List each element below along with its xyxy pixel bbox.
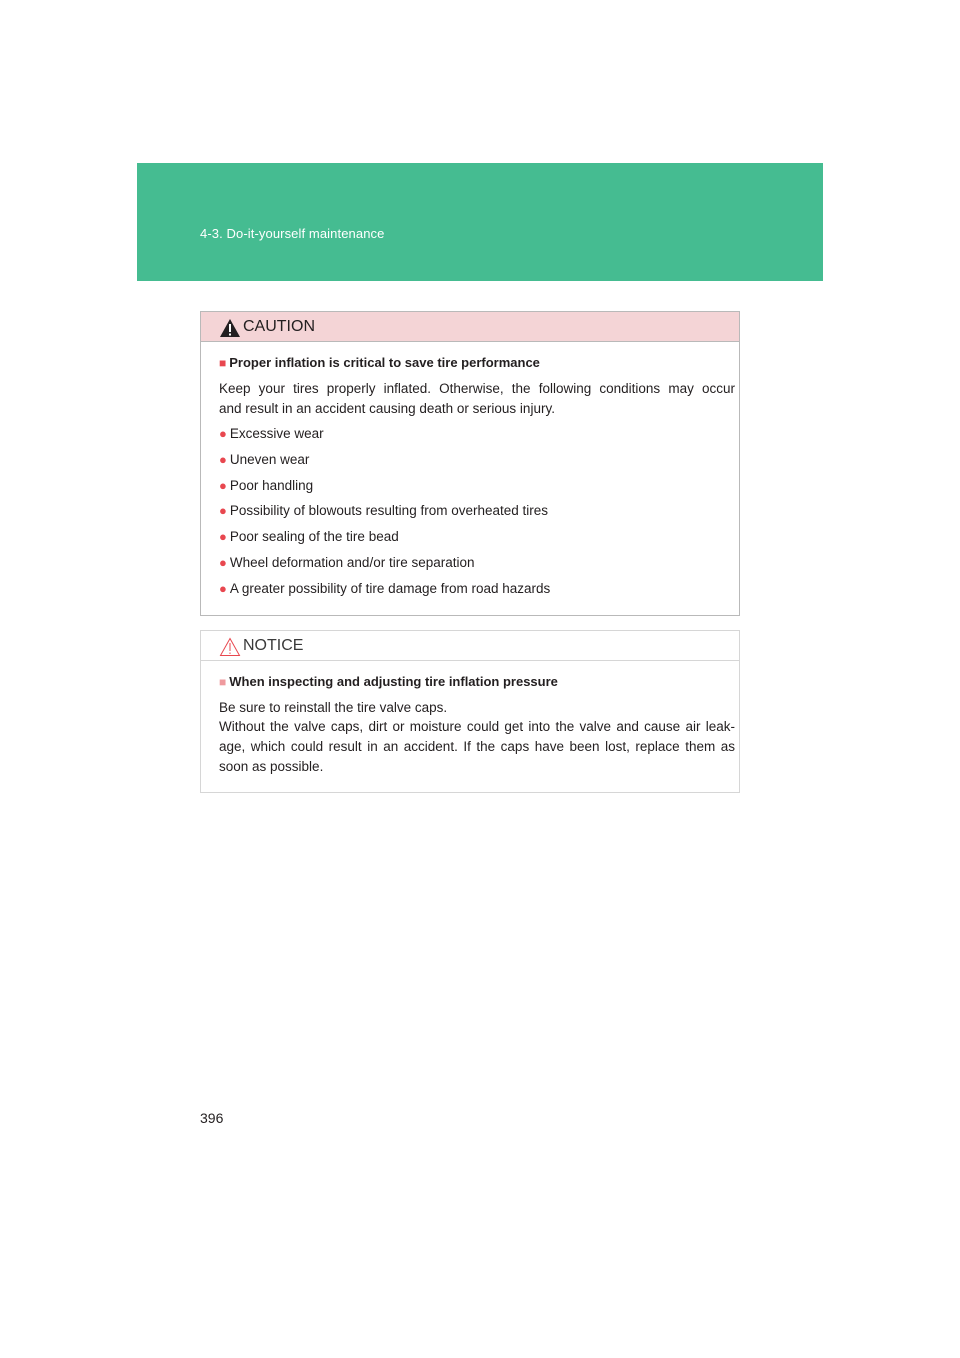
caution-paragraph-line1: Keep your tires properly inflated. Otherwise, the following conditions may occur: [219, 381, 735, 396]
circle-bullet-icon: ●: [219, 581, 227, 596]
header-band: [137, 163, 823, 281]
warning-triangle-icon: [219, 318, 241, 338]
notice-line2: Without the valve caps, dirt or moisture could get into the valve and cause air leak-: [219, 719, 735, 734]
circle-bullet-icon: ●: [219, 478, 227, 493]
notice-line1: Be sure to reinstall the tire valve caps.: [219, 700, 448, 715]
list-item: ● Poor sealing of the tire bead: [219, 529, 399, 544]
caution-label: CAUTION: [243, 318, 315, 335]
section-title: 4-3. Do-it-yourself maintenance: [200, 226, 385, 241]
list-item: ● Poor handling: [219, 478, 314, 493]
notice-line4: soon as possible.: [219, 759, 324, 774]
caution-heading: [219, 355, 540, 370]
warning-triangle-icon: [219, 637, 241, 657]
notice-label: NOTICE: [243, 637, 304, 654]
caution-heading-text: Proper inflation is critical to save tire performance: [229, 355, 540, 370]
caution-header: [201, 312, 739, 342]
circle-bullet-icon: ●: [219, 452, 227, 467]
circle-bullet-icon: ●: [219, 555, 227, 570]
square-bullet-icon: ■: [219, 675, 227, 689]
notice-heading: [219, 674, 558, 689]
circle-bullet-icon: ●: [219, 503, 227, 518]
list-item: ● Wheel deformation and/or tire separation: [219, 555, 475, 570]
notice-box: [200, 630, 740, 793]
caution-box: [200, 311, 740, 616]
list-item: ● Excessive wear: [219, 426, 324, 441]
page-number: 396: [200, 1110, 224, 1126]
list-item: ● Possibility of blowouts resulting from overheated tires: [219, 503, 549, 518]
notice-heading-text: When inspecting and adjusting tire inflation pressure: [229, 674, 558, 689]
circle-bullet-icon: ●: [219, 426, 227, 441]
notice-line3: age, which could result in an accident. If the caps have been lost, replace them as: [219, 739, 735, 754]
caution-paragraph-line2: and result in an accident causing death or serious injury.: [219, 401, 555, 416]
list-item: ● A greater possibility of tire damage from road hazards: [219, 581, 551, 596]
notice-header: [201, 631, 739, 661]
square-bullet-icon: ■: [219, 356, 227, 370]
circle-bullet-icon: ●: [219, 529, 227, 544]
list-item: ● Uneven wear: [219, 452, 310, 467]
